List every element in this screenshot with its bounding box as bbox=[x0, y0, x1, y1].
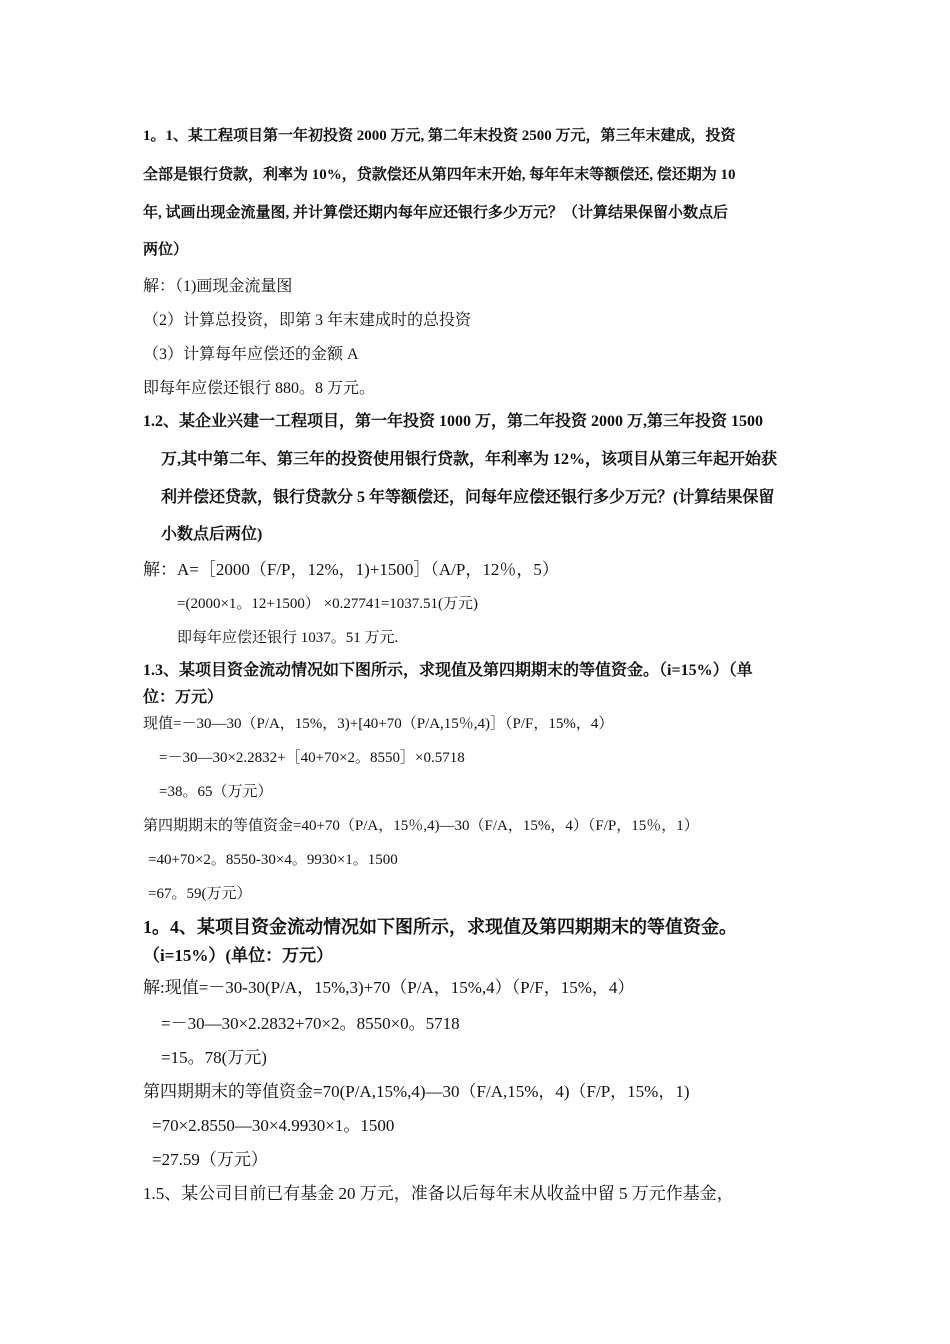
solution-line: 解：A=［2000（F/P，12%，1)+1500］（A/P，12％，5） bbox=[143, 560, 559, 579]
question-4-title-line: 1。4、某项目资金流动情况如下图所示，求现值及第四期期末的等值资金。 bbox=[143, 917, 737, 937]
solution-line: 现值=－30—30（P/A，15%，3)+[40+70（P/A,15％,4)］（P/F，15%，4） bbox=[143, 716, 614, 732]
solution-line: =40+70×2。8550-30×4。9930×1。1500 bbox=[148, 852, 398, 868]
question-3-title-line: 1.3、某项目资金流动情况如下图所示，求现值及第四期期末的等值资金。（i=15%）（单 bbox=[143, 662, 753, 679]
solution-line: =70×2.8550—30×4.9930×1。1500 bbox=[152, 1116, 395, 1135]
solution-line: （2）计算总投资，即第 3 年末建成时的总投资 bbox=[143, 312, 472, 329]
solution-line: =38。65（万元） bbox=[159, 784, 273, 800]
question-2-title-line: 万,其中第二年、第三年的投资使用银行贷款，年利率为 12%，该项目从第三年起开始获 bbox=[161, 451, 778, 468]
question-2-title-line: 小数点后两位) bbox=[161, 526, 263, 543]
solution-line: 解:现值=－30-30(P/A，15%,3)+70（P/A，15%,4）（P/F，15%，4） bbox=[143, 978, 635, 997]
answer-line: 即每年应偿还银行 1037。51 万元. bbox=[177, 630, 399, 646]
solution-line: 解：（1)画现金流量图 bbox=[143, 278, 293, 295]
solution-line: =67。59(万元） bbox=[148, 886, 252, 902]
solution-line: =27.59（万元） bbox=[152, 1150, 268, 1169]
solution-line: =15。78(万元) bbox=[161, 1048, 267, 1067]
solution-line: 第四期期末的等值资金=70(P/A,15%,4)—30（F/A,15%，4)（F/P，15%，1) bbox=[143, 1082, 690, 1101]
solution-line: （3）计算每年应偿还的金额 A bbox=[143, 346, 359, 363]
question-4-title-line: （i=15%）(单位：万元） bbox=[143, 946, 334, 965]
question-2-title-line: 1.2、某企业兴建一工程项目，第一年投资 1000 万，第二年投资 2000 万,第三年投资 1500 bbox=[143, 413, 764, 430]
question-5-title-line: 1.5、某公司目前已有基金 20 万元，准备以后每年末从收益中留 5 万元作基金， bbox=[143, 1184, 734, 1203]
solution-line: 第四期期末的等值资金=40+70（P/A，15％,4)—30（F/A，15%，4）（F/P，15％，1） bbox=[143, 818, 699, 834]
question-1-title-line: 两位） bbox=[143, 242, 189, 258]
answer-line: 即每年应偿还银行 880。8 万元。 bbox=[143, 380, 376, 397]
solution-line: =(2000×1。12+1500） ×0.27741=1037.51(万元) bbox=[177, 596, 479, 612]
question-3-title-line: 位：万元） bbox=[143, 689, 224, 706]
solution-line: =－30—30×2.2832+［40+70×2。8550］×0.5718 bbox=[159, 750, 465, 766]
question-2-title-line: 利并偿还贷款，银行贷款分 5 年等额偿还，问每年应偿还银行多少万元？(计算结果保留 bbox=[161, 489, 775, 506]
solution-line: =－30—30×2.2832+70×2。8550×0。5718 bbox=[161, 1014, 460, 1033]
question-1-title-line: 1。1、某工程项目第一年初投资 2000 万元, 第二年末投资 2500 万元，第三年末建成，投资 bbox=[143, 128, 736, 144]
question-1-title-line: 年, 试画出现金流量图, 并计算偿还期内每年应还银行多少万元？（计算结果保留小数点后 bbox=[143, 205, 729, 221]
question-1-title-line: 全部是银行贷款，利率为 10%，贷款偿还从第四年末开始, 每年年末等额偿还, 偿还期为 10 bbox=[143, 167, 736, 183]
